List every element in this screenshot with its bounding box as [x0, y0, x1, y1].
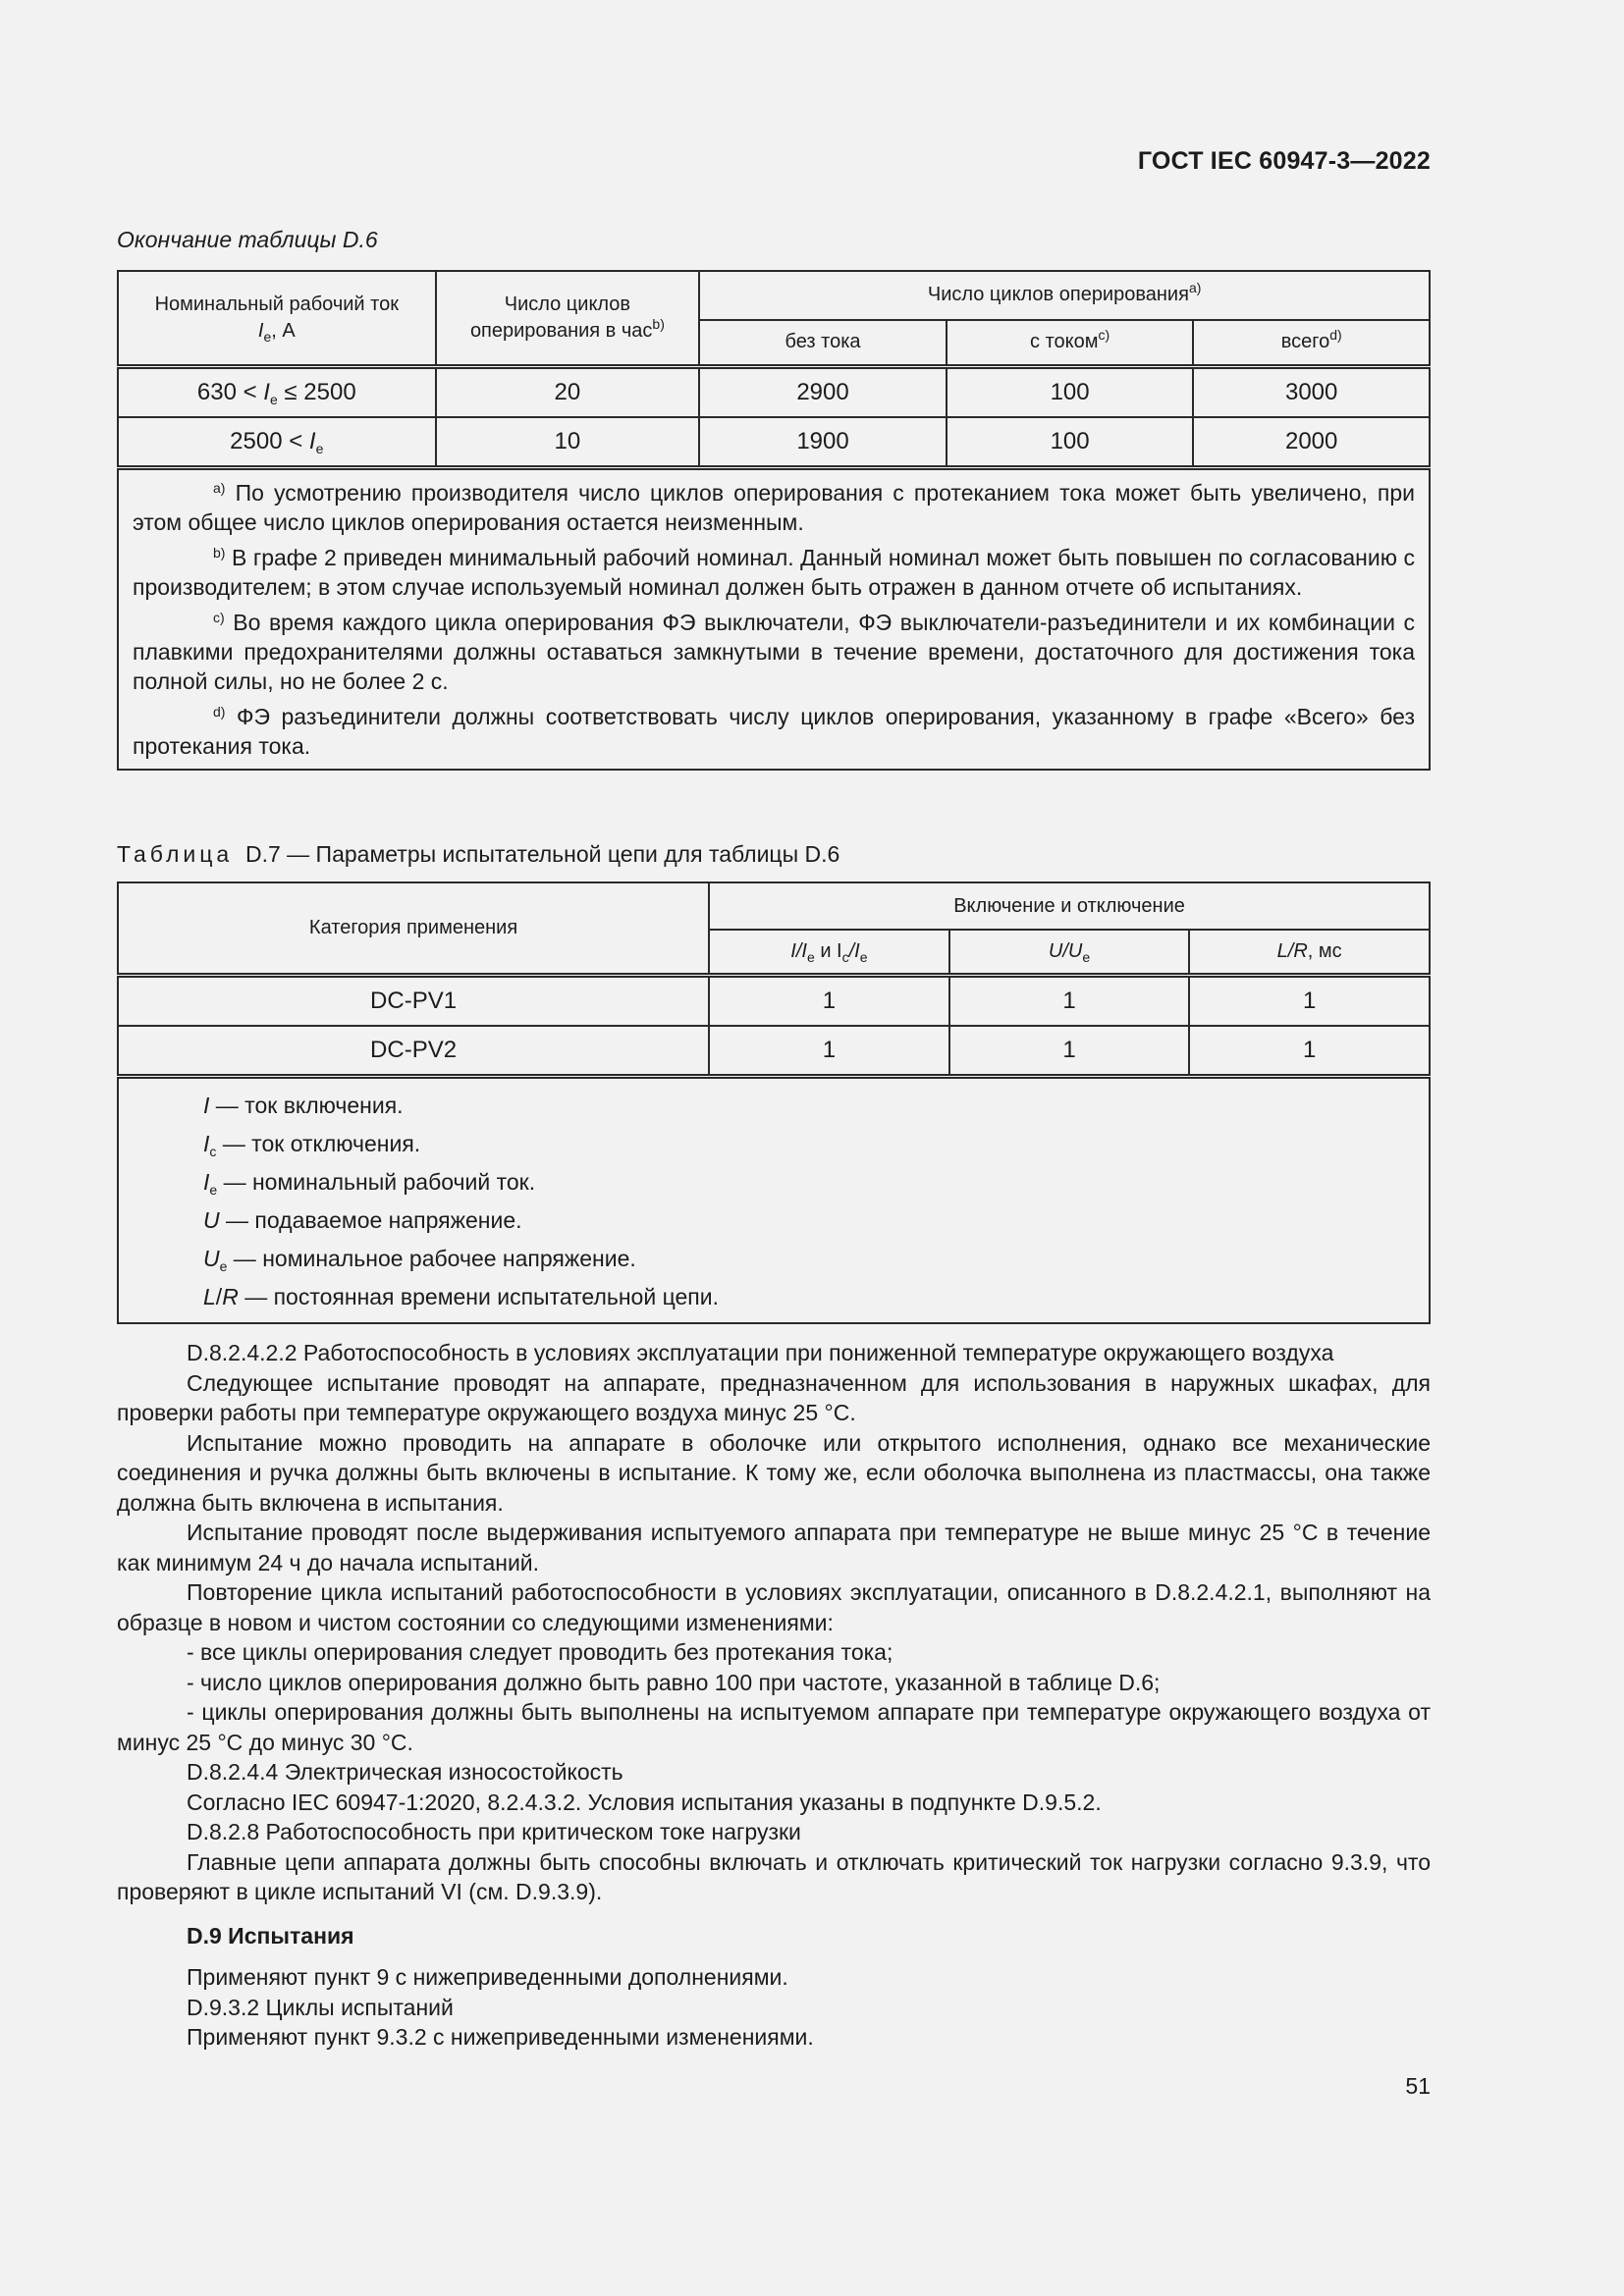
footnote-c: $^{c)}$ Во время каждого цикла оперирования ФЭ выключатели, ФЭ выключатели-разъединители и их комбинации с плавкими предохранителями должны оставаться замкнутыми в течение времени, достаточного для достижения тока полной силы, но не более 2 с. [133, 610, 1415, 694]
list-item: - циклы оперирования должны быть выполнены на испытуемом аппарате при температуре окружающего воздуха от минус 25 °С до минус 30 °С. [117, 1699, 1431, 1755]
cell-value: 1 [1189, 975, 1430, 1026]
paragraph: Применяют пункт 9.3.2 с нижеприведенными изменениями. [187, 2024, 814, 2050]
legend-item: I — ток включения. [203, 1092, 404, 1118]
cell-current-range: $630 < I_e \le 2500$ [118, 367, 436, 418]
header-with-current: с током$^{c)}$ [947, 320, 1194, 367]
footnote-d: $^{d)}$ ФЭ разъединители должны соответствовать числу циклов оперирования, указанному в графе «Всего» без протекания тока. [133, 704, 1415, 759]
header-voltage-ratio: $U/U_e$ [949, 930, 1190, 975]
cell-with-current: 100 [947, 417, 1194, 468]
header-make-break-group: Включение и отключение [709, 882, 1430, 930]
cell-no-current: 2900 [699, 367, 947, 418]
list-item: - число циклов оперирования должно быть равно 100 при частоте, указанной в таблице D.6; [187, 1669, 1161, 1695]
cell-current-range: $2500 < I_e$ [118, 417, 436, 468]
cell-value: 1 [709, 1026, 949, 1077]
document-code-header: ГОСТ IEC 60947-3—2022 [1137, 147, 1431, 175]
table-d7 [117, 881, 1431, 1324]
table-d7-legend [118, 1076, 1430, 1323]
legend-item: U — подаваемое напряжение. [203, 1206, 522, 1233]
cell-with-current: 100 [947, 367, 1194, 418]
header-rated-current: Номинальный рабочий ток $I_e$, А [118, 271, 436, 367]
table-row [118, 367, 1430, 418]
table-row [118, 1026, 1430, 1077]
table-d6-continuation-caption: Окончание таблицы D.6 [117, 227, 378, 252]
cell-category: DC-PV2 [118, 1026, 709, 1077]
header-total: всего$^{d)}$ [1193, 320, 1430, 367]
table-d6 [117, 270, 1431, 771]
section-heading: D.9 Испытания [187, 1922, 354, 1949]
paragraph: Испытание проводят после выдерживания испытуемого аппарата при температуре не выше минус 25 °С в течение как минимум 24 ч до начала испытаний. [117, 1520, 1431, 1575]
cell-category: DC-PV1 [118, 975, 709, 1026]
header-without-current: без тока [699, 320, 947, 367]
legend-item: $I_e$ — номинальный рабочий ток. [203, 1168, 536, 1198]
table-row [118, 417, 1430, 468]
cell-per-hour: 10 [436, 417, 700, 468]
footnote-a: $^{a)}$ По усмотрению производителя число циклов оперирования с протеканием тока может быть увеличено, при этом общее число циклов оперирования остается неизменным. [133, 480, 1415, 535]
page-number: 51 [1405, 2073, 1431, 2099]
cell-value: 1 [949, 975, 1190, 1026]
header-cycles-per-hour: Число циклов оперирования в час$^{b)}$ [436, 271, 700, 367]
paragraph: Повторение цикла испытаний работоспособности в условиях эксплуатации, описанного в D.8.2.4.2.1, выполняют на образце в новом и чистом состоянии со следующими изменениями: [117, 1579, 1431, 1635]
paragraph: D.8.2.8 Работоспособность при критическом токе нагрузки [187, 1819, 801, 1844]
table-d6-footnotes [118, 468, 1430, 771]
paragraph: Главные цепи аппарата должны быть способны включать и отключать критический ток нагрузки согласно 9.3.9, что проверяют в цикле испытаний VI (см. D.9.3.9). [117, 1848, 1431, 1904]
paragraph: Применяют пункт 9 с нижеприведенными дополнениями. [187, 1964, 788, 1990]
paragraph: D.8.2.4.4 Электрическая износостойкость [187, 1759, 623, 1785]
paragraph: D.9.3.2 Циклы испытаний [187, 1994, 454, 2020]
header-time-constant: L/R, мс [1189, 930, 1430, 975]
header-current-ratio: $I/I_e$ и $I_c/I_e$ [709, 930, 949, 975]
paragraph: Следующее испытание проводят на аппарате, предназначенном для использования в наружных шкафах, для проверки работы при температуре окружающего воздуха минус 25 °С. [117, 1369, 1431, 1425]
cell-value: 1 [709, 975, 949, 1026]
table-row [118, 975, 1430, 1026]
header-operating-cycles-group: Число циклов оперирования$^{a)}$ [699, 271, 1430, 320]
paragraph: Испытание можно проводить на аппарате в оболочке или открытого исполнения, однако все механические соединения и ручка должны быть включены в испытание. К тому же, если оболочка выполнена из пластмассы, она также должна быть включена в испытания. [117, 1429, 1431, 1516]
paragraph: Согласно IEC 60947-1:2020, 8.2.4.3.2. Условия испытания указаны в подпункте D.9.5.2. [187, 1789, 1102, 1815]
header-application-category: Категория применения [118, 882, 709, 975]
cell-per-hour: 20 [436, 367, 700, 418]
legend-item: $I_c$ — ток отключения. [203, 1130, 421, 1159]
paragraph: D.8.2.4.2.2 Работоспособность в условиях эксплуатации при пониженной температуре окружающего воздуха [187, 1340, 1334, 1365]
cell-no-current: 1900 [699, 417, 947, 468]
footnote-b: $^{b)}$ В графе 2 приведен минимальный рабочий номинал. Данный номинал может быть повышен по согласованию с производителем; в этом случае используемый номинал должен быть отражен в данном отчете об испытаниях. [133, 545, 1415, 600]
legend-item: $U_e$ — номинальное рабочее напряжение. [203, 1245, 636, 1274]
body-text [117, 1338, 1431, 2053]
cell-total: 3000 [1193, 367, 1430, 418]
list-item: - все циклы оперирования следует проводить без протекания тока; [187, 1639, 893, 1665]
cell-value: 1 [1189, 1026, 1430, 1077]
table-d7-caption: Таблица D.7 — Параметры испытательной цепи для таблицы D.6 [117, 841, 840, 867]
cell-value: 1 [949, 1026, 1190, 1077]
legend-item: L/R — постоянная времени испытательной цепи. [203, 1283, 719, 1309]
cell-total: 2000 [1193, 417, 1430, 468]
